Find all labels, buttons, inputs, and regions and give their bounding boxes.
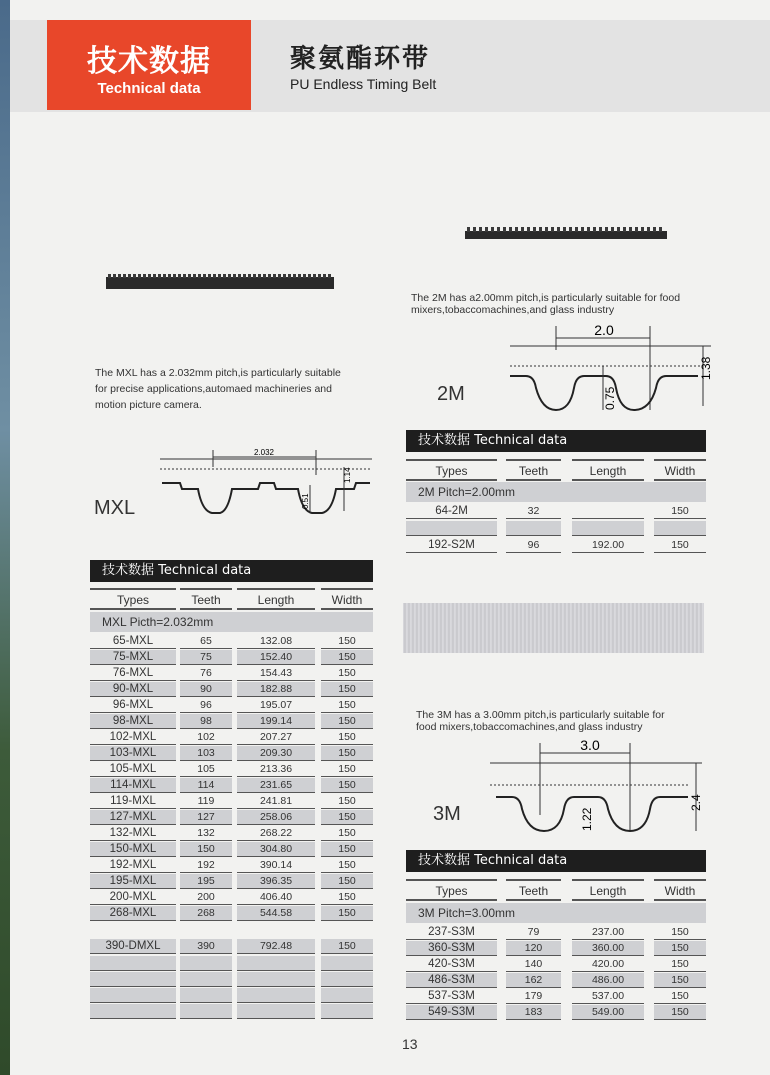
cell-teeth: [180, 1004, 232, 1019]
col-teeth: Teeth: [180, 588, 232, 610]
cell-length: [237, 972, 315, 987]
mxl-belt-photo: [106, 274, 334, 290]
3m-dim-height: 2.4: [689, 794, 703, 811]
mxl-pitch-row: MXL Picth=2.032mm: [90, 612, 373, 632]
cell-teeth: 195: [180, 874, 232, 889]
belt-tooth: [313, 274, 316, 278]
cell-width: 150: [321, 762, 373, 777]
belt-tooth: [497, 227, 500, 232]
belt-tooth: [223, 274, 226, 278]
belt-tooth: [258, 274, 261, 278]
cell-width: 150: [321, 826, 373, 841]
cell-teeth: [506, 521, 561, 536]
mxl-description: [95, 365, 341, 413]
belt-tooth: [268, 274, 271, 278]
cell-teeth: 102: [180, 730, 232, 745]
belt-tooth: [318, 274, 321, 278]
cell-teeth: 127: [180, 810, 232, 825]
cell-teeth: 390: [180, 939, 232, 954]
3m-belt-photo: [403, 603, 704, 653]
product-title-en: PU Endless Timing Belt: [290, 76, 437, 92]
2m-belt-photo: [465, 227, 667, 241]
cell-type: 390-DMXL: [90, 939, 176, 954]
cell-teeth: 65: [180, 634, 232, 649]
cell-width: 150: [321, 650, 373, 665]
belt-tooth: [263, 274, 266, 278]
belt-tooth: [138, 274, 141, 278]
cell-width: 150: [321, 842, 373, 857]
belt-tooth: [183, 274, 186, 278]
belt-tooth: [551, 227, 554, 232]
product-title-cn: 聚氨酯环带: [290, 44, 431, 74]
cell-length: [572, 504, 644, 519]
cell-type: 103-MXL: [90, 746, 176, 761]
cell-type: [406, 521, 497, 536]
cell-teeth: 192: [180, 858, 232, 873]
belt-tooth: [581, 227, 584, 232]
mxl-profile-diagram: [158, 445, 374, 520]
belt-tooth: [557, 227, 560, 232]
3m-pitch-row: 3M Pitch=3.00mm: [406, 903, 706, 923]
belt-tooth: [213, 274, 216, 278]
2m-pitch-row: 2M Pitch=2.00mm: [406, 482, 706, 502]
2m-description: [411, 292, 680, 316]
2m-dim-pitch: 2.0: [594, 322, 614, 338]
cell-length: 195.07: [237, 698, 315, 713]
cell-type: 192-MXL: [90, 858, 176, 873]
cell-width: [321, 972, 373, 987]
cell-width: 150: [321, 890, 373, 905]
cell-length: 549.00: [572, 1005, 644, 1020]
belt-tooth: [611, 227, 614, 232]
belt-tooth: [515, 227, 518, 232]
cell-teeth: 268: [180, 906, 232, 921]
belt-tooth: [163, 274, 166, 278]
belt-tooth: [635, 227, 638, 232]
cell-width: [321, 988, 373, 1003]
cell-length: 544.58: [237, 906, 315, 921]
3m-dim-pitch: 3.0: [580, 737, 600, 753]
cell-type: [90, 956, 176, 971]
col-length: Length: [237, 588, 315, 610]
belt-tooth: [228, 274, 231, 278]
cell-type: 549-S3M: [406, 1005, 497, 1020]
belt-tooth: [533, 227, 536, 232]
belt-tooth: [153, 274, 156, 278]
cell-type: 420-S3M: [406, 957, 497, 972]
cell-width: 150: [321, 858, 373, 873]
cell-length: 237.00: [572, 925, 644, 940]
belt-tooth: [208, 274, 211, 278]
belt-tooth: [599, 227, 602, 232]
cell-width: 150: [321, 634, 373, 649]
belt-tooth: [273, 274, 276, 278]
belt-tooth: [527, 227, 530, 232]
cell-teeth: 75: [180, 650, 232, 665]
cell-width: 150: [321, 714, 373, 729]
cell-type: 98-MXL: [90, 714, 176, 729]
mxl-dim-height: 1.14: [343, 467, 352, 483]
belt-tooth: [308, 274, 311, 278]
belt-tooth: [605, 227, 608, 232]
belt-tooth: [113, 274, 116, 278]
cell-teeth: 105: [180, 762, 232, 777]
belt-tooth: [303, 274, 306, 278]
belt-tooth: [128, 274, 131, 278]
cell-length: 360.00: [572, 941, 644, 956]
page-number: 13: [402, 1036, 418, 1052]
cell-type: 119-MXL: [90, 794, 176, 809]
cell-type: 96-MXL: [90, 698, 176, 713]
3m-desc-line: The 3M has a 3.00mm pitch,is particularly suitable for: [416, 709, 665, 721]
3m-profile-diagram: [488, 735, 704, 835]
cell-width: 150: [654, 925, 706, 940]
cell-length: [237, 956, 315, 971]
belt-tooth: [188, 274, 191, 278]
cell-type: 76-MXL: [90, 666, 176, 681]
cell-type: [90, 988, 176, 1003]
cell-width: [321, 1004, 373, 1019]
cell-length: 152.40: [237, 650, 315, 665]
col-length: Length: [572, 459, 644, 481]
cell-type: 102-MXL: [90, 730, 176, 745]
cell-type: 127-MXL: [90, 810, 176, 825]
cell-length: 213.36: [237, 762, 315, 777]
mxl-dim-depth: 0.51: [301, 493, 310, 509]
2m-desc-line: The 2M has a2.00mm pitch,is particularly suitable for food: [411, 292, 681, 304]
belt-tooth: [479, 227, 482, 232]
cell-type: 200-MXL: [90, 890, 176, 905]
belt-tooth: [491, 227, 494, 232]
cell-length: 199.14: [237, 714, 315, 729]
belt-tooth: [617, 227, 620, 232]
cell-width: 150: [654, 973, 706, 988]
cell-length: 231.65: [237, 778, 315, 793]
belt-tooth: [283, 274, 286, 278]
cell-teeth: 179: [506, 989, 561, 1004]
cell-type: 237-S3M: [406, 925, 497, 940]
belt-tooth: [253, 274, 256, 278]
belt-tooth: [647, 227, 650, 232]
2m-label: 2M: [437, 383, 465, 405]
belt-tooth: [485, 227, 488, 232]
cell-type: 114-MXL: [90, 778, 176, 793]
belt-tooth: [539, 227, 542, 232]
cell-width: 150: [321, 746, 373, 761]
cell-teeth: 32: [506, 504, 561, 519]
cell-teeth: 79: [506, 925, 561, 940]
2m-dim-height: 1.38: [699, 356, 713, 380]
3m-table-title: 技术数据 Technical data: [406, 850, 706, 872]
belt-tooth: [629, 227, 632, 232]
col-types: Types: [90, 588, 176, 610]
mxl-desc-line: motion picture camera.: [95, 399, 202, 411]
belt-tooth: [108, 274, 111, 278]
cell-type: 486-S3M: [406, 973, 497, 988]
cell-teeth: 90: [180, 682, 232, 697]
col-teeth: Teeth: [506, 459, 561, 481]
mxl-desc-line: for precise applications,automaed machineries and: [95, 383, 332, 395]
cell-length: 792.48: [237, 939, 315, 954]
cell-teeth: [180, 988, 232, 1003]
belt-tooth: [173, 274, 176, 278]
cell-teeth: 200: [180, 890, 232, 905]
mxl-dim-pitch: 2.032: [253, 448, 275, 457]
belt-tooth: [123, 274, 126, 278]
cell-teeth: 183: [506, 1005, 561, 1020]
cell-length: 209.30: [237, 746, 315, 761]
2m-desc-line: mixers,tobaccomachines,and glass industry: [411, 304, 615, 316]
cell-type: [90, 972, 176, 987]
cell-type: 360-S3M: [406, 941, 497, 956]
cell-type: 192-S2M: [406, 538, 497, 553]
cell-width: 150: [321, 794, 373, 809]
cell-length: [237, 1004, 315, 1019]
cell-teeth: 96: [180, 698, 232, 713]
product-title: [290, 38, 436, 92]
belt-tooth: [148, 274, 151, 278]
belt-tooth: [587, 227, 590, 232]
cell-length: 154.43: [237, 666, 315, 681]
cell-type: 75-MXL: [90, 650, 176, 665]
belt-tooth: [218, 274, 221, 278]
belt-tooth: [288, 274, 291, 278]
cell-teeth: 98: [180, 714, 232, 729]
belt-tooth: [467, 227, 470, 232]
cell-type: 537-S3M: [406, 989, 497, 1004]
cell-type: [90, 1004, 176, 1019]
belt-tooth: [545, 227, 548, 232]
belt-tooth: [248, 274, 251, 278]
cell-length: 207.27: [237, 730, 315, 745]
section-title-box: [47, 20, 251, 110]
cell-length: [237, 988, 315, 1003]
cell-teeth: 103: [180, 746, 232, 761]
belt-tooth: [133, 274, 136, 278]
belt-tooth: [243, 274, 246, 278]
cell-length: 396.35: [237, 874, 315, 889]
cell-type: 90-MXL: [90, 682, 176, 697]
belt-tooth: [521, 227, 524, 232]
col-width: Width: [321, 588, 373, 610]
cell-length: 304.80: [237, 842, 315, 857]
cell-type: 268-MXL: [90, 906, 176, 921]
belt-tooth: [198, 274, 201, 278]
belt-tooth: [328, 274, 331, 278]
3m-description: [416, 709, 665, 733]
cell-length: 268.22: [237, 826, 315, 841]
cell-type: 64-2M: [406, 504, 497, 519]
cell-width: 150: [654, 941, 706, 956]
side-strip: [0, 0, 10, 1075]
3m-dim-depth: 1.22: [580, 807, 594, 831]
belt-tooth: [653, 227, 656, 232]
belt-tooth: [623, 227, 626, 232]
cell-teeth: 76: [180, 666, 232, 681]
mxl-table-title: 技术数据 Technical data: [90, 560, 373, 582]
cell-length: [572, 521, 644, 536]
cell-length: 537.00: [572, 989, 644, 1004]
cell-width: [321, 956, 373, 971]
cell-teeth: 96: [506, 538, 561, 553]
cell-type: 195-MXL: [90, 874, 176, 889]
cell-width: 150: [321, 682, 373, 697]
cell-length: 132.08: [237, 634, 315, 649]
cell-width: 150: [654, 504, 706, 519]
belt-tooth: [238, 274, 241, 278]
cell-width: 150: [654, 989, 706, 1004]
cell-width: 150: [321, 939, 373, 954]
belt-tooth: [278, 274, 281, 278]
belt-tooth: [293, 274, 296, 278]
cell-teeth: [180, 972, 232, 987]
belt-tooth: [298, 274, 301, 278]
cell-type: 105-MXL: [90, 762, 176, 777]
2m-profile-diagram: [508, 320, 713, 415]
belt-tooth: [118, 274, 121, 278]
cell-width: [654, 521, 706, 536]
belt-tooth: [233, 274, 236, 278]
cell-width: 150: [321, 810, 373, 825]
col-types: Types: [406, 879, 497, 901]
belt-tooth: [575, 227, 578, 232]
section-title-cn: 技术数据: [87, 44, 211, 79]
2m-table-title: 技术数据 Technical data: [406, 430, 706, 452]
belt-tooth: [641, 227, 644, 232]
cell-teeth: 120: [506, 941, 561, 956]
cell-width: 150: [654, 1005, 706, 1020]
3m-desc-line: food mixers,tobaccomachines,and glass industry: [416, 721, 643, 733]
3m-label: 3M: [433, 803, 461, 825]
cell-type: 65-MXL: [90, 634, 176, 649]
cell-length: 192.00: [572, 538, 644, 553]
cell-teeth: 140: [506, 957, 561, 972]
belt-tooth: [193, 274, 196, 278]
col-types: Types: [406, 459, 497, 481]
cell-type: 132-MXL: [90, 826, 176, 841]
belt-tooth: [593, 227, 596, 232]
cell-length: 258.06: [237, 810, 315, 825]
section-title-en: Technical data: [97, 80, 201, 97]
belt-tooth: [509, 227, 512, 232]
belt-tooth: [323, 274, 326, 278]
cell-width: 150: [321, 730, 373, 745]
cell-width: 150: [654, 957, 706, 972]
belt-tooth: [503, 227, 506, 232]
col-length: Length: [572, 879, 644, 901]
cell-length: 486.00: [572, 973, 644, 988]
cell-length: 182.88: [237, 682, 315, 697]
belt-tooth: [178, 274, 181, 278]
cell-teeth: 114: [180, 778, 232, 793]
col-width: Width: [654, 879, 706, 901]
cell-teeth: 162: [506, 973, 561, 988]
col-teeth: Teeth: [506, 879, 561, 901]
cell-width: 150: [321, 698, 373, 713]
cell-width: 150: [321, 906, 373, 921]
belt-tooth: [158, 274, 161, 278]
col-width: Width: [654, 459, 706, 481]
mxl-desc-line: The MXL has a 2.032mm pitch,is particularly suitable: [95, 367, 341, 379]
belt-tooth: [203, 274, 206, 278]
cell-teeth: 132: [180, 826, 232, 841]
belt-tooth: [563, 227, 566, 232]
cell-length: 406.40: [237, 890, 315, 905]
cell-width: 150: [321, 874, 373, 889]
cell-length: 241.81: [237, 794, 315, 809]
belt-tooth: [168, 274, 171, 278]
cell-width: 150: [321, 666, 373, 681]
cell-length: 420.00: [572, 957, 644, 972]
cell-width: 150: [321, 778, 373, 793]
cell-teeth: 150: [180, 842, 232, 857]
belt-tooth: [569, 227, 572, 232]
2m-dim-depth: 0.75: [603, 386, 617, 410]
cell-type: 150-MXL: [90, 842, 176, 857]
cell-teeth: 119: [180, 794, 232, 809]
mxl-label: MXL: [94, 497, 136, 519]
cell-length: 390.14: [237, 858, 315, 873]
belt-tooth: [659, 227, 662, 232]
belt-tooth: [473, 227, 476, 232]
cell-teeth: [180, 956, 232, 971]
cell-width: 150: [654, 538, 706, 553]
belt-tooth: [143, 274, 146, 278]
